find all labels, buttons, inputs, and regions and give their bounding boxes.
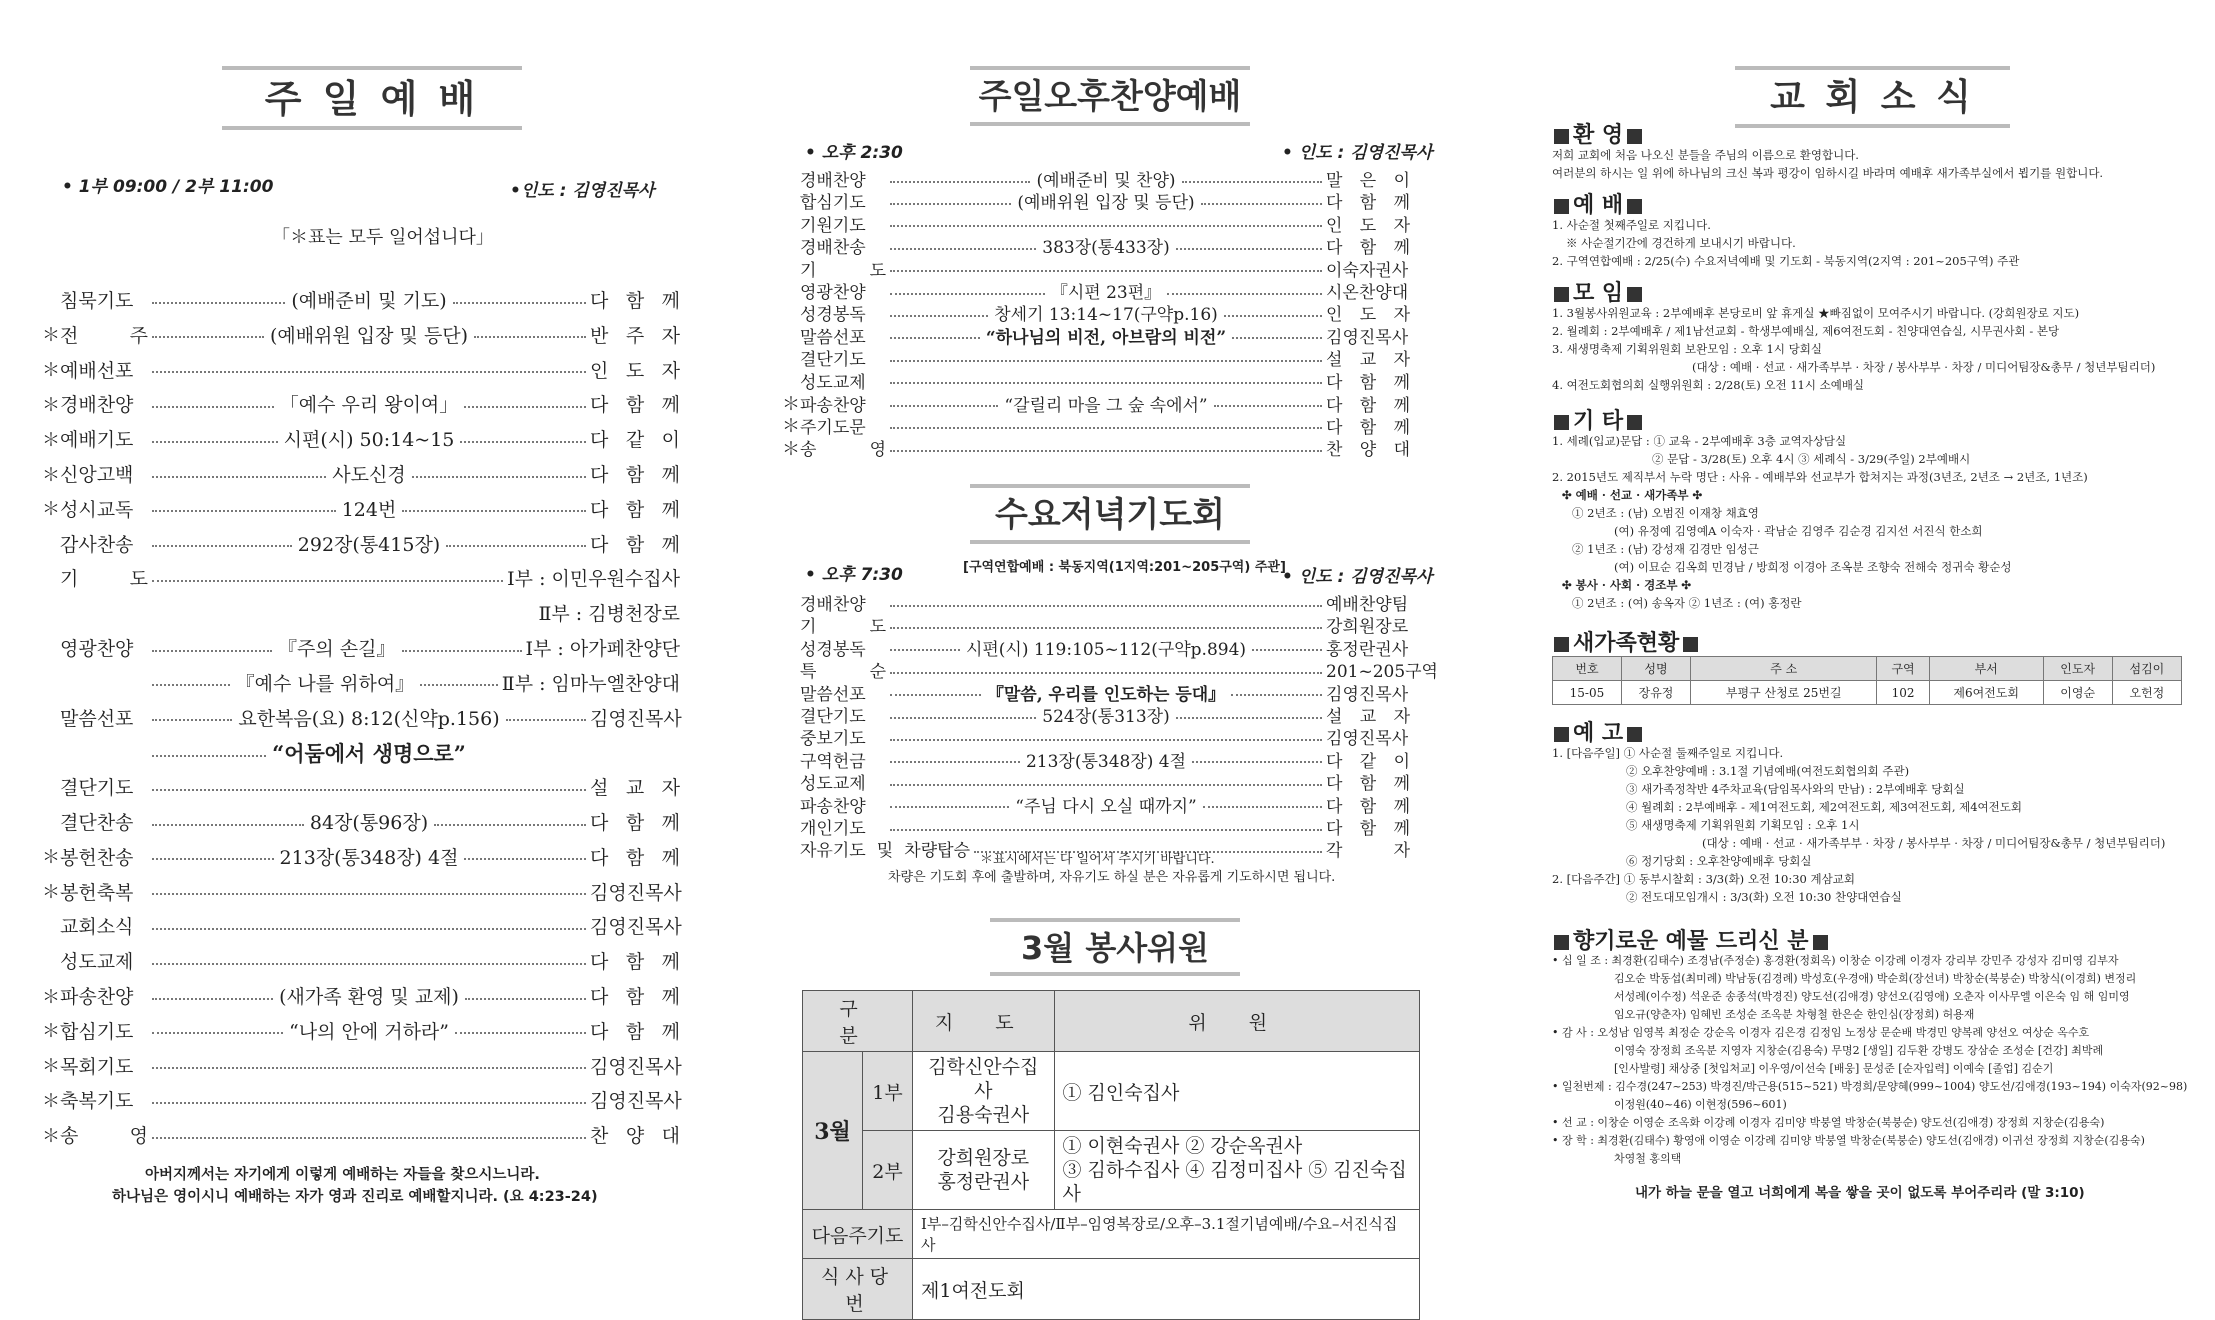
item-leader: 김영진목사 — [590, 881, 682, 904]
closing-verse: 내가 하늘 문을 열고 너희에게 복을 쌓을 곳이 없도록 부어주리라 (말 3:10) — [1635, 1185, 2085, 1201]
item-leader: 김영진목사 — [590, 707, 682, 730]
service-line — [40, 286, 680, 313]
welcome-text: 저희 교회에 처음 나오신 분들을 주님의 이름으로 환영합니다. 여러분의 하시는 일 위에 하나님의 크신 복과 평강이 임하시길 바라며 예배후 새가족부실에서 뵙기를 원합니다. — [1552, 148, 2104, 180]
item-label: 말씀선포 — [60, 707, 134, 730]
item-leader: 김영진목사 — [590, 916, 682, 939]
item-leader: 김영진목사 — [1326, 729, 1409, 750]
item-label: 교회소식 — [60, 916, 134, 939]
item-leader: 다 함 께 — [590, 986, 680, 1008]
stand-mark: ＊ — [782, 394, 800, 415]
part1-members: ① 김인숙집사 — [1054, 1052, 1419, 1131]
church-news-column — [1535, 0, 2215, 1240]
stand-mark: ＊ — [42, 1125, 60, 1147]
meeting-text: 1. 3월봉사위원교육 : 2부예배후 본당로비 앞 휴게실 ★빠짐없이 모여주시기 바랍니다. (강희원장로 지도) 2. 월례회 : 2부예배후 / 제1남선교회 - 학생부예배실, 제6여전도회 - 친양대연습실, 시무권사회 - 본당 3. 새생명축제 기획위원회 보완모임 : 오후 1시 당회실 (대상 : 예배 · 선교 · 새가족부부 · 차장 / 봉사부부 · 차장 / 미디어팀장&총무 / 청년부팀리더) 4. 여전도회협의회 실행위원회 : 2/28(토) 오전 11시 소예배실 — [1552, 306, 2156, 392]
item-detail: 383장(통433장) — [1042, 238, 1170, 259]
item-leader: 김영진목사 — [590, 1055, 682, 1078]
verse-line-1: 아버지께서는 자기에게 이렇게 예배하는 자들을 찾으시느니라. — [145, 1167, 540, 1183]
service-line — [40, 495, 680, 522]
service-line — [40, 564, 680, 591]
item-label: 예배기도 — [60, 429, 134, 452]
part2-members: ① 이현숙권사 ② 강순옥권사 ③ 김하수집사 ④ 김정미집사 ⑤ 김진숙집사 — [1054, 1131, 1419, 1210]
item-detail: 사도신경 — [332, 464, 406, 486]
service-line — [780, 211, 1410, 236]
item-leader: 다 같 이 — [1326, 751, 1411, 772]
item-leader: 설 교 자 — [590, 777, 680, 800]
item-detail: (예배위원 입장 및 등단) — [1017, 193, 1195, 214]
item-label: 기 도 — [800, 617, 886, 638]
service-line — [780, 792, 1410, 817]
item-leader: 다 함 께 — [590, 394, 680, 417]
service-line — [40, 599, 680, 626]
th-category: 구 분 — [803, 991, 913, 1052]
item-leader: 말 은 이 — [1326, 171, 1410, 191]
stand-mark: ＊ — [42, 499, 60, 521]
service-line — [780, 814, 1410, 839]
item-detail: 84장(통96장) — [309, 812, 429, 834]
item-detail: 213장(통348장) 4절 — [1025, 751, 1187, 772]
afternoon-time: • 오후 2:30 — [805, 143, 903, 163]
service-line — [780, 256, 1410, 281]
service-line — [780, 323, 1410, 348]
service-line — [40, 425, 680, 452]
item-label: 목회기도 — [60, 1055, 134, 1078]
stand-mark: ＊ — [42, 1021, 60, 1043]
item-label: 기 도 — [60, 568, 148, 591]
service-line — [40, 321, 680, 348]
service-line — [40, 912, 680, 939]
item-leader: 다 함 께 — [590, 498, 680, 521]
item-label: 파송찬양 — [800, 395, 866, 416]
item-detail: 창세기 13:14~17(구약p.16) — [994, 305, 1218, 326]
worship-text: 1. 사순절 첫째주일로 지킵니다. ※ 사순절기간에 경건하게 보내시기 바랍니다. 2. 구역연합예배 : 2/25(수) 수요저녁예배 및 기도회 - 북동지역(2지역 : 201~205구역) 주관 — [1552, 218, 2020, 268]
item-leader: 이숙자권사 — [1326, 260, 1409, 281]
wednesday-prayer-title: 수요저녁기도회 — [970, 484, 1250, 544]
service-line — [780, 188, 1410, 213]
service-line — [780, 680, 1410, 705]
item-leader: 인 도 자 — [1326, 305, 1411, 326]
item-label: 침묵기도 — [60, 290, 134, 312]
service-line — [780, 368, 1410, 393]
service-line — [40, 1052, 680, 1079]
welcome-heading: 환 영 — [1550, 118, 1646, 149]
item-leader: 다 함 께 — [590, 533, 681, 556]
stand-mark: ＊ — [42, 1056, 60, 1078]
service-line — [40, 634, 680, 661]
item-label: 합심기도 — [800, 193, 866, 214]
service-line — [40, 530, 680, 557]
new-family-heading: 새가족현황 — [1550, 626, 1702, 657]
item-label: 영광찬양 — [60, 638, 134, 660]
item-label: 말씀선포 — [800, 327, 866, 348]
item-detail: 시편(시) 50:14~15 — [283, 429, 455, 452]
item-leader: 반 주 자 — [590, 324, 681, 347]
item-label: 봉헌축복 — [60, 881, 134, 904]
item-leader: 강희원장로 — [1326, 617, 1409, 638]
etc-heading: 기 타 — [1550, 404, 1646, 435]
stand-mark: ＊ — [42, 325, 60, 347]
service-line — [40, 704, 680, 731]
worship-heading: 예 배 — [1550, 188, 1646, 219]
meal-duty-value: 제1여전도회 — [913, 1259, 1420, 1320]
stand-mark: ＊ — [42, 464, 60, 486]
item-label: 중보기도 — [800, 729, 866, 750]
stand-mark: ＊ — [782, 416, 800, 438]
stand-mark: ＊ — [42, 429, 60, 451]
item-label: 기원기도 — [800, 215, 866, 236]
service-line — [40, 1121, 680, 1148]
worship-time: • 1부 09:00 / 2부 11:00 — [62, 177, 274, 197]
offering-text: • 십 일 조 : 최경환(김태수) 조경남(주정순) 홍경환(정회옥) 이창순 이강례 이경자 강리부 강민주 강성자 김미영 김부자 김오순 박동섭(최미례) 박남동(김경례) 박성호(우경애) 박순희(장선녀) 박창순(북붕순) 박창식(이경희) 변정리 서성례(이수정) 석운준 송종석(박경진) 양도선(김애경) 양선오(김영애) 오춘자 이사무엘 이은숙 임 해 임미영 임오규(양춘자) 임혜빈 조성순 조옥분 차형철 한은순 한인심(장정희) 허용재 • 감 사 : 오성남 임영복 최정순 강순옥 이경자 김은경 김정임 노정상 문순배 박경민 양복례 양선오 여상순 옥수호 이영숙 장정희 조옥분 지영자 지창순(김용숙) 무명2 [생일] 김두환 강병도 장삼순 조성순 [건강] 최박례 [인사발령] 채상중 [첫입처교] 이우영/이선숙 [배웅] 문성준 [순자입력] 이예숙 [졸업] 김순기 • 일천번제 : 김수경(247~253) 박경진/박근용(515~521) 박경희/문양혜(999~1004) 양도선/김애경(193~194) 이숙자(92~98) 이정원(40~46) 이현정(596~601) • 선 교 : 이창순 이영순 조옥화 이강례 이경자 김미양 박붕열 박창순(북붕순) 양도선(김애경) 장정희 지창순(김용숙) • 장 학 : 최경환(김태수) 황영애 이영순 이강례 김미양 박붕열 박창순(북붕순) 양도선(김애경) 이귀선 장정희 지창순(김용숙) 차영철 홍의택 — [1552, 954, 2188, 1165]
stand-mark: ＊ — [42, 882, 60, 904]
wednesday-time: • 오후 7:30 — [805, 565, 903, 585]
service-line — [40, 356, 680, 383]
item-leader: Ⅰ부 : 이민우원수집사 — [507, 568, 680, 591]
item-leader: 설 교 자 — [1326, 350, 1410, 371]
item-detail: 요한복음(요) 8:12(신약p.156) — [238, 707, 500, 730]
item-label: 자유기도 및 차량탑승 — [800, 841, 970, 862]
item-label: 성도교제 — [60, 951, 134, 974]
item-detail: 124번 — [341, 498, 397, 521]
item-label: 성도교제 — [800, 774, 866, 795]
item-detail: “갈릴리 마을 그 숲 속에서” — [1004, 395, 1208, 416]
family-header-row: 번호 성명 주 소 구역 부서 인도자 섬김이 — [1553, 657, 2182, 681]
item-label: 경배찬양 — [800, 171, 866, 191]
item-label: 성경봉독 — [800, 305, 866, 326]
service-line — [780, 345, 1410, 370]
stand-mark: ＊ — [42, 360, 60, 382]
item-label: 영광찬양 — [800, 283, 866, 303]
afternoon-wednesday-column — [780, 0, 1460, 1315]
church-news-title: 교 회 소 식 — [1735, 66, 2010, 128]
wednesday-leader: • 인도 : 김영진목사 — [1282, 567, 1433, 587]
part1-leaders: 김학신안수집사 김용숙권사 — [913, 1052, 1055, 1131]
item-detail: (예배위원 입장 및 등단) — [269, 324, 469, 347]
item-label: 전 주 — [60, 324, 148, 347]
item-label: 봉헌찬송 — [60, 846, 134, 869]
item-label: 말씀선포 — [800, 684, 866, 705]
item-detail: “주님 다시 오실 때까지” — [1015, 796, 1197, 817]
item-detail: 292장(통415장) — [297, 533, 441, 556]
item-leader: 다 함 께 — [590, 812, 680, 834]
item-label: 경배찬양 — [60, 394, 134, 417]
item-leader: 다 함 께 — [590, 464, 681, 486]
item-leader: 설 교 자 — [1326, 707, 1410, 727]
item-label: 성시교독 — [60, 498, 134, 521]
item-leader: 다 함 께 — [1326, 238, 1410, 259]
item-label: 개인기도 — [800, 819, 866, 839]
part1-cell: 1부 — [863, 1052, 913, 1131]
item-leader: 다 같 이 — [590, 429, 680, 452]
item-detail: “어둠에서 생명으로” — [272, 741, 466, 767]
service-line — [40, 669, 680, 696]
notice-text: 1. [다음주일] ① 사순절 둘째주일로 지킵니다. ② 오후찬양예배 : 3.1절 기념예배(여전도회협의회 주관) ③ 새가족정착반 4주차교육(담임목사와의 만남) : 2부예배후 당회실 ④ 월례회 : 2부예배후 - 제1여전도회, 제2여전도회, 제3여전도회, 제4여전도회 ⑤ 새생명축제 기획위원회 기획모임 : 오후 1시 (대상 : 예배 · 선교 · 새가족부부 · 차장 / 봉사부부 · 차장 / 미디어팀장&총무 / 청년부팀리더) ⑥ 정기당회 : 오후찬양예배후 당회실 2. [다음주간] ① 동부시찰회 : 3/3(화) 오전 10:30 계삼교회 ② 전도대모임개시 : 3/3(화) 오전 10:30 찬양대연습실 — [1552, 746, 2166, 904]
month-cell: 3월 — [803, 1052, 863, 1210]
stand-note: 「＊표는 모두 일어섭니다」 — [272, 227, 494, 248]
item-detail: (새가족 환영 및 교제) — [279, 986, 459, 1008]
item-leader: 김영진목사 — [590, 1090, 682, 1113]
item-leader: 다 함 께 — [1326, 395, 1410, 416]
next-prayer-value: Ⅰ부–김학신안수집사/Ⅱ부–임영복장로/오후–3.1절기념예배/수요–서진식집사 — [913, 1210, 1420, 1259]
stand-mark: ＊ — [782, 438, 800, 460]
item-leader: 다 함 께 — [590, 290, 681, 312]
item-label: 파송찬양 — [800, 796, 866, 817]
service-line — [780, 435, 1410, 461]
item-detail: 『말씀, 우리를 인도하는 등대』 — [986, 684, 1226, 705]
new-family-table — [1552, 656, 2182, 705]
item-label: 파송찬양 — [60, 986, 134, 1008]
service-line — [780, 769, 1410, 794]
sunday-worship-column — [0, 0, 740, 1240]
item-label: 성도교제 — [800, 372, 866, 393]
service-line — [780, 635, 1410, 660]
item-label: 예배선포 — [60, 359, 134, 382]
item-leader: 다 함 께 — [1326, 417, 1410, 438]
service-line — [40, 460, 680, 487]
item-label: 경배찬양 — [800, 595, 866, 615]
item-leader: Ⅱ부 : 김병천장로 — [538, 603, 680, 626]
service-line — [780, 702, 1410, 727]
item-leader: 다 함 께 — [590, 951, 680, 974]
service-line — [780, 724, 1410, 749]
item-leader: 김영진목사 — [1326, 327, 1409, 348]
vehicle-note: 차량은 기도회 후에 출발하며, 자유기도 하실 분은 자유롭게 기도하시면 됩니다. — [888, 870, 1336, 885]
service-line — [40, 773, 680, 800]
part2-leaders: 강희원장로 홍정란권사 — [913, 1131, 1055, 1210]
item-leader: 인 도 자 — [1326, 215, 1410, 236]
stand-mark: ＊ — [42, 1090, 60, 1112]
item-label: 합심기도 — [60, 1020, 134, 1043]
item-detail: (예배준비 및 기도) — [291, 290, 447, 312]
item-detail: 『주의 손길』 — [278, 638, 396, 660]
service-line — [40, 947, 680, 974]
item-leader: 다 함 께 — [1326, 774, 1410, 795]
item-label: 경배찬송 — [800, 238, 866, 259]
item-label: 기 도 — [800, 260, 886, 281]
service-line — [780, 747, 1410, 772]
part2-cell: 2부 — [863, 1131, 913, 1210]
sunday-worship-title: 주 일 예 배 — [222, 66, 522, 130]
item-leader: 홍정란권사 — [1326, 639, 1409, 660]
item-leader: 다 함 께 — [1326, 819, 1410, 839]
item-label: 송 영 — [60, 1125, 148, 1148]
item-detail: 213장(통348장) 4절 — [279, 846, 459, 869]
service-line — [780, 612, 1410, 637]
item-detail: 『시편 23편』 — [1050, 283, 1162, 303]
service-line — [40, 843, 680, 870]
region-note: [구역연합예배 : 북동지역(1지역:201~205구역) 주관] — [963, 560, 1286, 575]
item-leader: 시온찬양대 — [1326, 283, 1409, 303]
item-label: 결단기도 — [800, 707, 866, 727]
item-leader: 다 함 께 — [1326, 796, 1410, 817]
meeting-heading: 모 임 — [1550, 276, 1646, 307]
service-line — [40, 1086, 680, 1113]
service-line — [780, 166, 1410, 191]
march-service-table — [802, 990, 1420, 1320]
item-detail: “하나님의 비전, 아브람의 비전” — [985, 327, 1227, 348]
service-line — [40, 878, 680, 905]
family-data-row: 15-05 장유정 부평구 산청로 25번길 102 제6여전도회 이영순 오헌정 — [1553, 681, 2182, 705]
item-leader: 찬 양 대 — [590, 1125, 680, 1148]
item-label: 결단기도 — [800, 350, 866, 371]
item-label: 주기도문 — [800, 417, 866, 438]
item-label: 송 영 — [800, 440, 886, 461]
service-line — [40, 808, 680, 835]
item-leader: 다 함 께 — [590, 1020, 681, 1043]
stand-note-2: ＊표시에서는 다 일어서 주시기 바랍니다. — [980, 852, 1215, 867]
service-line — [40, 1017, 680, 1044]
service-line — [40, 982, 680, 1009]
item-label: 감사찬송 — [60, 533, 134, 556]
stand-mark: ＊ — [42, 394, 60, 416]
item-detail: 『예수 나를 위하여』 — [235, 672, 415, 695]
item-leader: 다 함 께 — [1326, 193, 1410, 214]
item-leader: 인 도 자 — [590, 359, 680, 382]
item-label: 결단기도 — [60, 777, 134, 800]
worship-leader: •인도 : 김영진목사 — [510, 181, 655, 201]
item-leader: 예배찬양팀 — [1326, 595, 1409, 615]
item-leader: Ⅱ부 : 임마누엘찬양대 — [501, 672, 681, 695]
service-line — [40, 738, 680, 768]
item-label: 구역헌금 — [800, 751, 866, 772]
th-members: 위 원 — [1054, 991, 1419, 1052]
item-leader: 찬 양 대 — [1326, 440, 1410, 461]
item-detail: 524장(통313장) — [1042, 707, 1170, 727]
service-line — [780, 657, 1438, 683]
service-line — [780, 590, 1410, 615]
item-leader: Ⅰ부 : 아가페찬양단 — [525, 638, 680, 660]
verse-line-2: 하나님은 영이시니 예배하는 자가 영과 진리로 예배할지니라. (요 4:23-24) — [112, 1189, 598, 1205]
service-line — [780, 300, 1410, 325]
service-line — [780, 233, 1410, 258]
item-label: 결단찬송 — [60, 812, 134, 834]
stand-mark: ＊ — [42, 986, 60, 1008]
item-leader: 각 자 — [1326, 841, 1410, 862]
etc-text: 1. 세례(입교)문답 : ① 교육 - 2부예배후 3층 교역자상담실 ② 문답 - 3/28(토) 오후 4시 ③ 세례식 - 3/29(주일) 2부예배시 2. 2015년도 제직부서 누락 명단 : 사유 - 예배부와 선교부가 합쳐지는 과정(3년조, 2년조 → 2년조, 1년조) ✣ 예배 · 선교 · 새가족부 ✣ ① 2년조 : (남) 오범진 이재창 채효영 (여) 유정예 김영예A 이숙자 · 곽남순 김영주 김순경 김지선 서진식 한소희 ② 1년조 : (남) 강성재 김경만 임성근 (여) 이묘순 김옥희 민경남 / 방희정 이경아 조옥분 조향숙 전해숙 정귀숙 황순성 ✣ 봉사 · 사회 · 경조부 ✣ ① 2년조 : (여) 송옥자 ② 1년조 : (여) 홍정란 — [1552, 434, 2088, 610]
item-label: 성경봉독 — [800, 639, 866, 660]
item-label: 축복기도 — [60, 1090, 134, 1113]
offering-heading: 향기로운 예물 드리신 분 — [1550, 924, 1832, 955]
item-leader: 201~205구역 — [1326, 662, 1438, 683]
item-detail: 「예수 우리 왕이여」 — [279, 394, 459, 417]
next-prayer-label: 다음주기도 — [803, 1210, 913, 1259]
item-detail: (예배준비 및 찬양) — [1036, 171, 1176, 191]
th-leader: 지 도 — [913, 991, 1055, 1052]
afternoon-leader: • 인도 : 김영진목사 — [1282, 143, 1433, 163]
item-detail: 시편(시) 119:105~112(구약p.894) — [965, 639, 1247, 660]
item-label: 신앙고백 — [60, 464, 134, 486]
service-line — [780, 278, 1410, 303]
march-service-title: 3월 봉사위원 — [990, 918, 1240, 976]
afternoon-worship-title: 주일오후찬양예배 — [970, 66, 1250, 126]
stand-mark: ＊ — [42, 847, 60, 869]
notice-heading: 예 고 — [1550, 716, 1646, 747]
item-leader: 김영진목사 — [1326, 684, 1409, 705]
item-leader: 다 함 께 — [590, 846, 680, 869]
service-line — [40, 390, 680, 417]
meal-duty-label: 식사당번 — [803, 1259, 913, 1320]
item-label: 특 순 — [800, 662, 886, 683]
item-detail: “나의 안에 거하라” — [289, 1020, 449, 1043]
item-leader: 다 함 께 — [1326, 372, 1410, 393]
